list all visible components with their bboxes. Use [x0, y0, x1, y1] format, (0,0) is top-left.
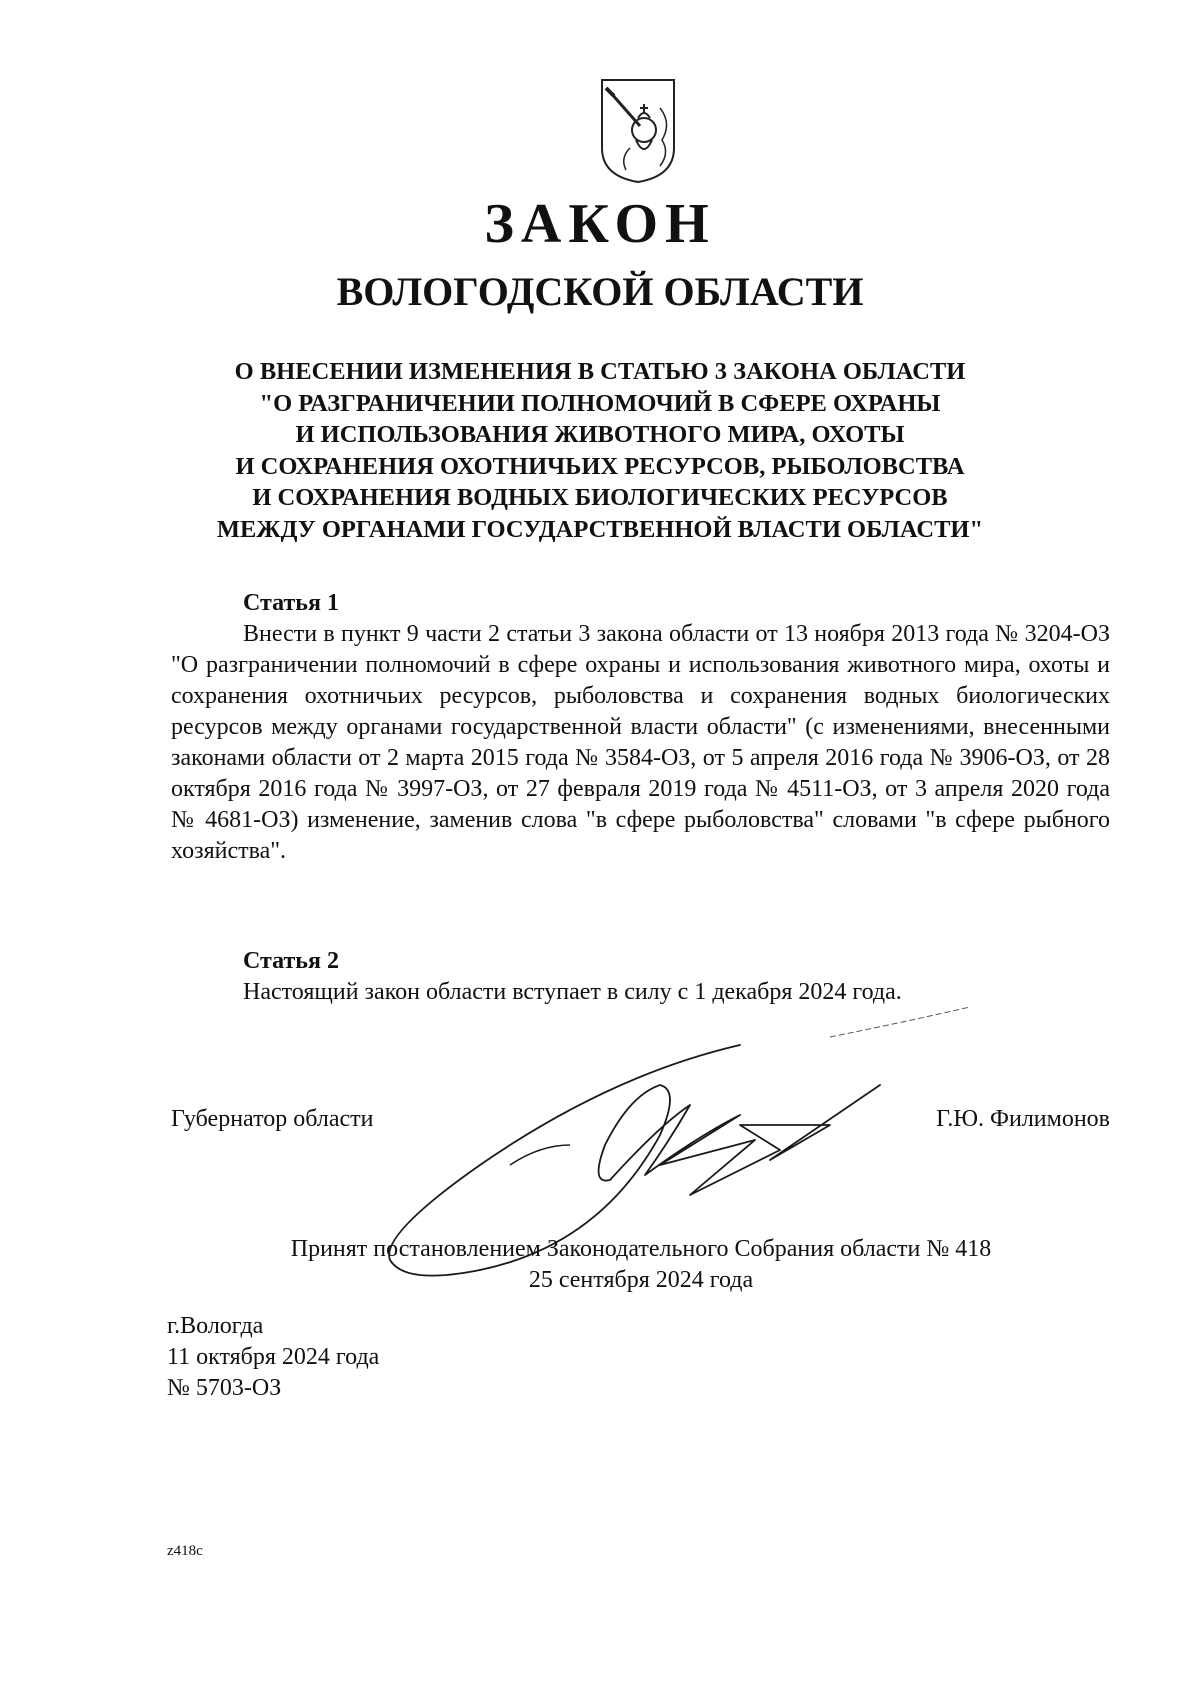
city: г.Вологда [167, 1313, 264, 1339]
article-2-heading: Статья 2 [243, 948, 339, 974]
document-code: z418c [167, 1543, 203, 1559]
signatory-name: Г.Ю. Филимонов [936, 1106, 1110, 1132]
law-subtitle [0, 356, 1200, 545]
law-number: № 5703-ОЗ [167, 1375, 282, 1401]
law-title: ЗАКОН [484, 193, 716, 255]
subtitle-line: И СОХРАНЕНИЯ ВОДНЫХ БИОЛОГИЧЕСКИХ РЕСУРСОВ [252, 484, 948, 511]
article-2-text: Настоящий закон области вступает в силу с 1 декабря 2024 года. [243, 979, 902, 1005]
subtitle-line: И СОХРАНЕНИЯ ОХОТНИЧЬИХ РЕСУРСОВ, РЫБОЛОВСТВА [235, 452, 965, 480]
article-1-heading: Статья 1 [243, 590, 339, 616]
signing-date: 11 октября 2024 года [167, 1344, 380, 1370]
subtitle-line: МЕЖДУ ОРГАНАМИ ГОСУДАРСТВЕННОЙ ВЛАСТИ ОБЛАСТИ" [216, 515, 984, 543]
subtitle-line: О ВНЕСЕНИИ ИЗМЕНЕНИЯ В СТАТЬЮ 3 ЗАКОНА ОБЛАСТИ [234, 358, 966, 385]
signatory-position: Губернатор области [171, 1106, 374, 1132]
subtitle-line: "О РАЗГРАНИЧЕНИИ ПОЛНОМОЧИЙ В СФЕРЕ ОХРАНЫ [259, 389, 941, 417]
coat-of-arms-emblem [600, 78, 676, 184]
adoption-info [0, 1234, 1200, 1296]
adoption-line-1: Принят постановлением Законодательного Собрания области № 418 [290, 1236, 992, 1262]
subtitle-line: И ИСПОЛЬЗОВАНИЯ ЖИВОТНОГО МИРА, ОХОТЫ [295, 421, 905, 448]
place-and-date [167, 1311, 379, 1404]
adoption-line-2: 25 сентября 2024 года [528, 1267, 754, 1293]
region-title: ВОЛОГОДСКОЙ ОБЛАСТИ [336, 269, 864, 314]
article-1-text: Внести в пункт 9 части 2 статьи 3 закона области от 13 ноября 2013 года № 3204-ОЗ "О разграничении полномочий в сфере охраны и использования животного мира, охоты и сохранения охотничьих ресурсов, рыболовства и сохранения водных биологических ресурсов между органами государственной власти области" (с изменениями, внесенными законами области от 2 марта 2015 года № 3584-ОЗ, от 5 апреля 2016 года № 3906-ОЗ, от 28 октября 2016 года № 3997-ОЗ, от 27 февраля 2019 года № 4511-ОЗ, от 3 апреля 2020 года № 4681-ОЗ) изменение, заменив слова "в сфере рыболовства" словами "в сфере рыбного хозяйства". [171, 621, 1110, 864]
